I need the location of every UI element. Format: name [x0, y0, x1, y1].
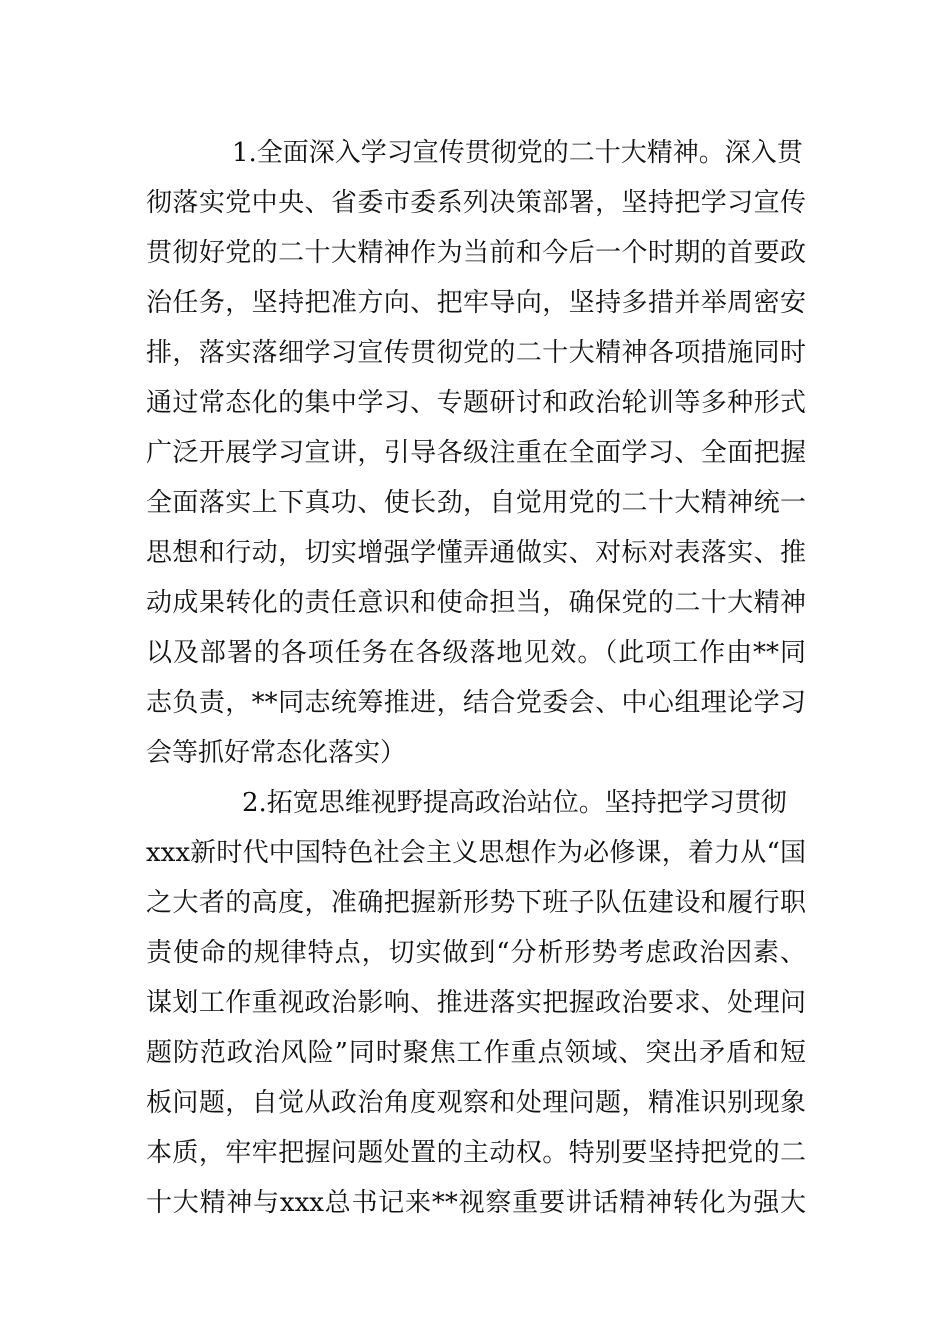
paragraph-1-line-4: 治任务，坚持把准方向、把牢导向，坚持多措并举周密安	[146, 288, 806, 318]
document-body	[146, 138, 806, 1218]
paragraph-2-line-7: 板问题，自觉从政治角度观察和处理问题，精准识别现象	[146, 1088, 806, 1118]
paragraph-2-line-5: 谋划工作重视政治影响、推进落实把握政治要求、处理问	[146, 988, 806, 1018]
paragraph-2-line-6: 题防范政治风险”同时聚焦工作重点领域、突出矛盾和短	[146, 1038, 806, 1068]
paragraph-1-line-13: 会等抓好常态化落实）	[146, 738, 407, 768]
paragraph-1-line-1: 1.全面深入学习宣传贯彻党的二十大精神。深入贯	[232, 138, 803, 168]
paragraph-1-line-10: 动成果转化的责任意识和使命担当，确保党的二十大精神	[146, 588, 806, 618]
paragraph-1-line-5: 排，落实落细学习宣传贯彻党的二十大精神各项措施同时	[146, 338, 806, 368]
paragraph-1-line-9: 思想和行动，切实增强学懂弄通做实、对标对表落实、推	[146, 538, 806, 568]
paragraph-2-line-4: 责使命的规律特点，切实做到“分析形势考虑政治因素、	[146, 938, 806, 968]
paragraph-1-line-3: 贯彻好党的二十大精神作为当前和今后一个时期的首要政	[146, 238, 806, 268]
paragraph-1-line-8: 全面落实上下真功、使长劲，自觉用党的二十大精神统一	[146, 488, 806, 518]
paragraph-1-line-6: 通过常态化的集中学习、专题研讨和政治轮训等多种形式	[146, 388, 806, 418]
paragraph-1-line-12: 志负责，**同志统筹推进，结合党委会、中心组理论学习	[146, 688, 806, 718]
paragraph-2-line-2: xxx新时代中国特色社会主义思想作为必修课，着力从“国	[146, 838, 806, 868]
paragraph-1-line-2: 彻落实党中央、省委市委系列决策部署，坚持把学习宣传	[146, 188, 806, 218]
paragraph-2-line-3: 之大者的高度，准确把握新形势下班子队伍建设和履行职	[146, 888, 806, 918]
paragraph-1-line-11: 以及部署的各项任务在各级落地见效。（此项工作由**同	[146, 638, 806, 668]
paragraph-2-line-8: 本质，牢牢把握问题处置的主动权。特别要坚持把党的二	[146, 1138, 806, 1168]
paragraph-1-line-7: 广泛开展学习宣讲，引导各级注重在全面学习、全面把握	[146, 438, 806, 468]
paragraph-2-line-9: 十大精神与xxx总书记来**视察重要讲话精神转化为强大	[146, 1188, 806, 1218]
paragraph-2-line-1: 2.拓宽思维视野提高政治站位。坚持把学习贯彻	[242, 788, 787, 818]
